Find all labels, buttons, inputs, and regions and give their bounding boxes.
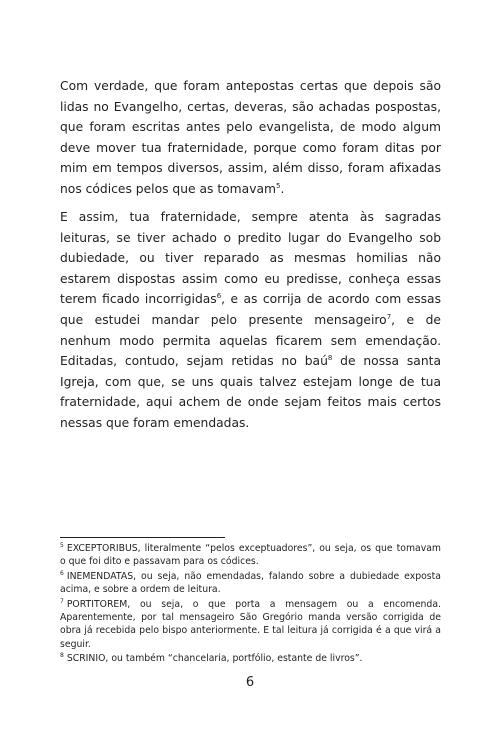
paragraph-text: de nossa santa Igreja, com que, se uns quais talvez estejam longe de tua fraternidade, aqui achem de onde sejam feitos mais certos nessas que foram emendadas. — [60, 354, 441, 430]
footnote-text: EXCEPTORIBUS, literalmente “pelos exceptuadores”, ou seja, os que tomavam o que foi dito e passavam para os códices. — [60, 543, 441, 568]
page-number: 6 — [245, 675, 255, 690]
paragraph-text: , e as corrija de acordo com essas que estudei mandar pelo presente mensageiro — [60, 292, 441, 327]
footnote-reference: 5 — [275, 181, 281, 190]
footnote-5 — [60, 542, 441, 569]
footnote-6 — [60, 570, 441, 597]
paragraph-text: Com verdade, que foram antepostas certas que depois são lidas no Evangelho, certas, deveras, são achadas pospostas, que foram escritas antes pelo evangelista, de modo algum deve mover tua fraternidade, porque como foram ditas por mim em tempos diversos, assim, além disso, foram afixadas nos códices pelos que as tomavam — [60, 79, 441, 196]
footnote-text: PORTITOREM, ou seja, o que porta a mensagem ou a encomenda. Aparentemente, por tal mensageiro São Gregório manda versão corrigida de obra já recebida pelo bispo anteriormente. E tal leitura já corrigida é a que virá a seguir. — [60, 598, 441, 650]
footnotes — [60, 542, 441, 667]
footnote-reference: 6 — [216, 292, 222, 301]
footnote-number: 8 — [60, 652, 64, 660]
body-paragraph-2 — [60, 207, 441, 434]
paragraph-text: . — [280, 181, 285, 196]
footnote-text: SCRINIO, ou também “chancelaria, portfólio, estante de livros”. — [66, 653, 363, 665]
footnote-separator — [60, 537, 225, 538]
footnote-8 — [60, 652, 441, 665]
body-paragraph-1 — [60, 76, 441, 200]
footnote-text: INEMENDATAS, ou seja, não emendadas, falando sobre a dubiedade exposta acima, e sobre a ordem de leitura. — [60, 570, 441, 596]
paragraph-text: , e de nenhum modo permita aquelas ficarem sem emendação. Editadas, contudo, sejam retidas no baú — [60, 312, 441, 369]
footnote-7 — [60, 598, 441, 652]
footnote-reference: 8 — [327, 354, 333, 363]
footnote-number: 6 — [60, 569, 64, 577]
footnote-number: 5 — [60, 541, 64, 549]
footnote-reference: 7 — [386, 312, 392, 321]
paragraph-text: E assim, tua fraternidade, sempre atenta às sagradas leituras, se tiver achado o predito lugar do Evangelho sob dubiedade, ou tiver reparado as mesmas homilias não estarem dispostas assim como eu predisse, conheça essas terem ficado incorrigidas — [60, 210, 441, 307]
footnote-number: 7 — [60, 597, 64, 605]
